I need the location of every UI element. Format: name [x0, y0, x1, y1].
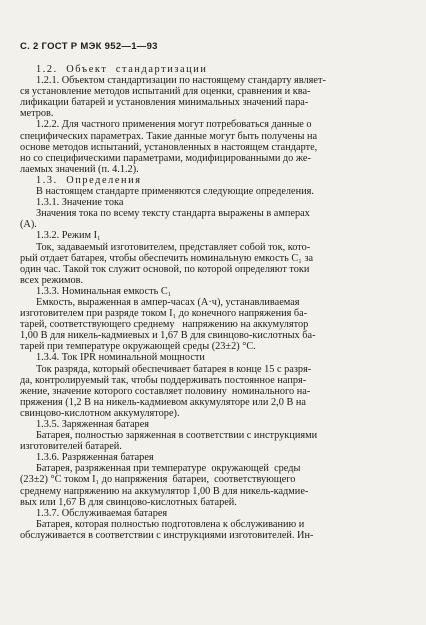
- text-line: В настоящем стандарте применяются следующие определения.: [36, 186, 314, 198]
- section-heading: 1.3.3. Номинальная емкость C₁: [36, 285, 172, 297]
- text-line: (23±2) °С током I₁ до напряжения батареи, соответствующего: [20, 474, 296, 486]
- text-line: Ток разряда, который обеспечивает батарея в конце 15 с разря-: [36, 363, 312, 375]
- document-body: [20, 64, 410, 541]
- text-line: Значения тока по всему тексту стандарта выражены в амперах: [36, 208, 310, 220]
- text-line: изготовителем при разряде током I₁ до конечного напряжения ба-: [20, 308, 308, 320]
- page-header: С. 2 ГОСТ Р МЭК 952—1—93: [20, 41, 158, 52]
- text-line: да, контролируемый так, чтобы поддерживать постоянное напря-: [20, 374, 307, 386]
- text-line: Батарея, разряженная при температуре окружающей среды: [36, 463, 301, 475]
- section-heading: 1.3. Определения: [36, 174, 142, 186]
- text-line: свинцово-кислотном аккумуляторе).: [20, 407, 180, 419]
- text-line: Батарея, полностью заряженная в соответствии с инструкциями: [36, 430, 318, 442]
- text-line: вых или 1,67 В для свинцово-кислотных батарей.: [20, 496, 237, 508]
- text-line: 1.2.2. Для частного применения могут потребоваться данные о: [36, 119, 312, 131]
- text-line: рый отдает батарея, чтобы обеспечить номинальную емкость C₁ за: [20, 252, 314, 264]
- section-heading: 1.3.1. Значение тока: [36, 197, 124, 209]
- text-line: тарей, соответствующего среднему напряжению на аккумулятор: [20, 319, 309, 331]
- text-line: 1.2.1. Объектом стандартизации по настоящему стандарту являет-: [36, 75, 326, 87]
- text-line: изготовителей батарей.: [20, 441, 122, 453]
- text-line: основе методов испытаний, установленных в настоящем стандарте,: [20, 141, 318, 153]
- text-line: один час. Такой ток служит основой, по которой определяют токи: [20, 263, 310, 275]
- section-heading: 1.3.5. Заряженная батарея: [36, 419, 149, 430]
- section-heading: 1.2. Объект стандартизации: [36, 64, 208, 75]
- text-line: пряжения (1,2 В на никель-кадмиевом аккумуляторе или 2,0 В на: [20, 396, 306, 408]
- text-line: специфических параметрах. Такие данные могут быть получены на: [20, 130, 318, 142]
- text-line: метров.: [20, 108, 54, 120]
- text-line: ся установление методов испытаний для оценки, сравнения и ква-: [20, 86, 311, 98]
- text-line: жение, значение которого составляет половину номинального на-: [20, 385, 311, 397]
- text-line: Ток, задаваемый изготовителем, представляет собой ток, кото-: [36, 241, 311, 253]
- text-line: тарей при температуре окружающей среды (23±2) °С.: [20, 341, 256, 353]
- section-heading: 1.3.6. Разряженная батарея: [36, 452, 154, 464]
- text-line: (А).: [20, 219, 37, 231]
- section-heading: 1.3.7. Обслуживаемая батарея: [36, 507, 168, 519]
- section-heading: 1.3.4. Ток IPR номинальной мощности: [36, 352, 205, 364]
- text-line: обслуживается в соответствии с инструкциями изготовителей. Ин-: [20, 529, 314, 541]
- text-line: Емкость, выраженная в ампер-часах (А·ч), устанавливаемая: [36, 296, 300, 308]
- text-line: всех режимов.: [20, 274, 84, 286]
- text-line: лификации батарей и установления минимальных значений пара-: [20, 97, 309, 109]
- text-line: лаемых значений (п. 4.1.2).: [20, 163, 139, 175]
- text-line: среднему напряжению на аккумулятор 1,00 В для никель-кадмие-: [20, 485, 309, 497]
- section-heading: 1.3.2. Режим I₁: [36, 230, 101, 242]
- text-line: но со специфическими параметрами, модифицированными до же-: [20, 152, 311, 164]
- text-line: Батарея, которая полностью подготовлена к обслуживанию и: [36, 518, 305, 530]
- text-line: 1,00 В для никель-кадмиевых и 1,67 В для свинцово-кислотных ба-: [20, 330, 316, 342]
